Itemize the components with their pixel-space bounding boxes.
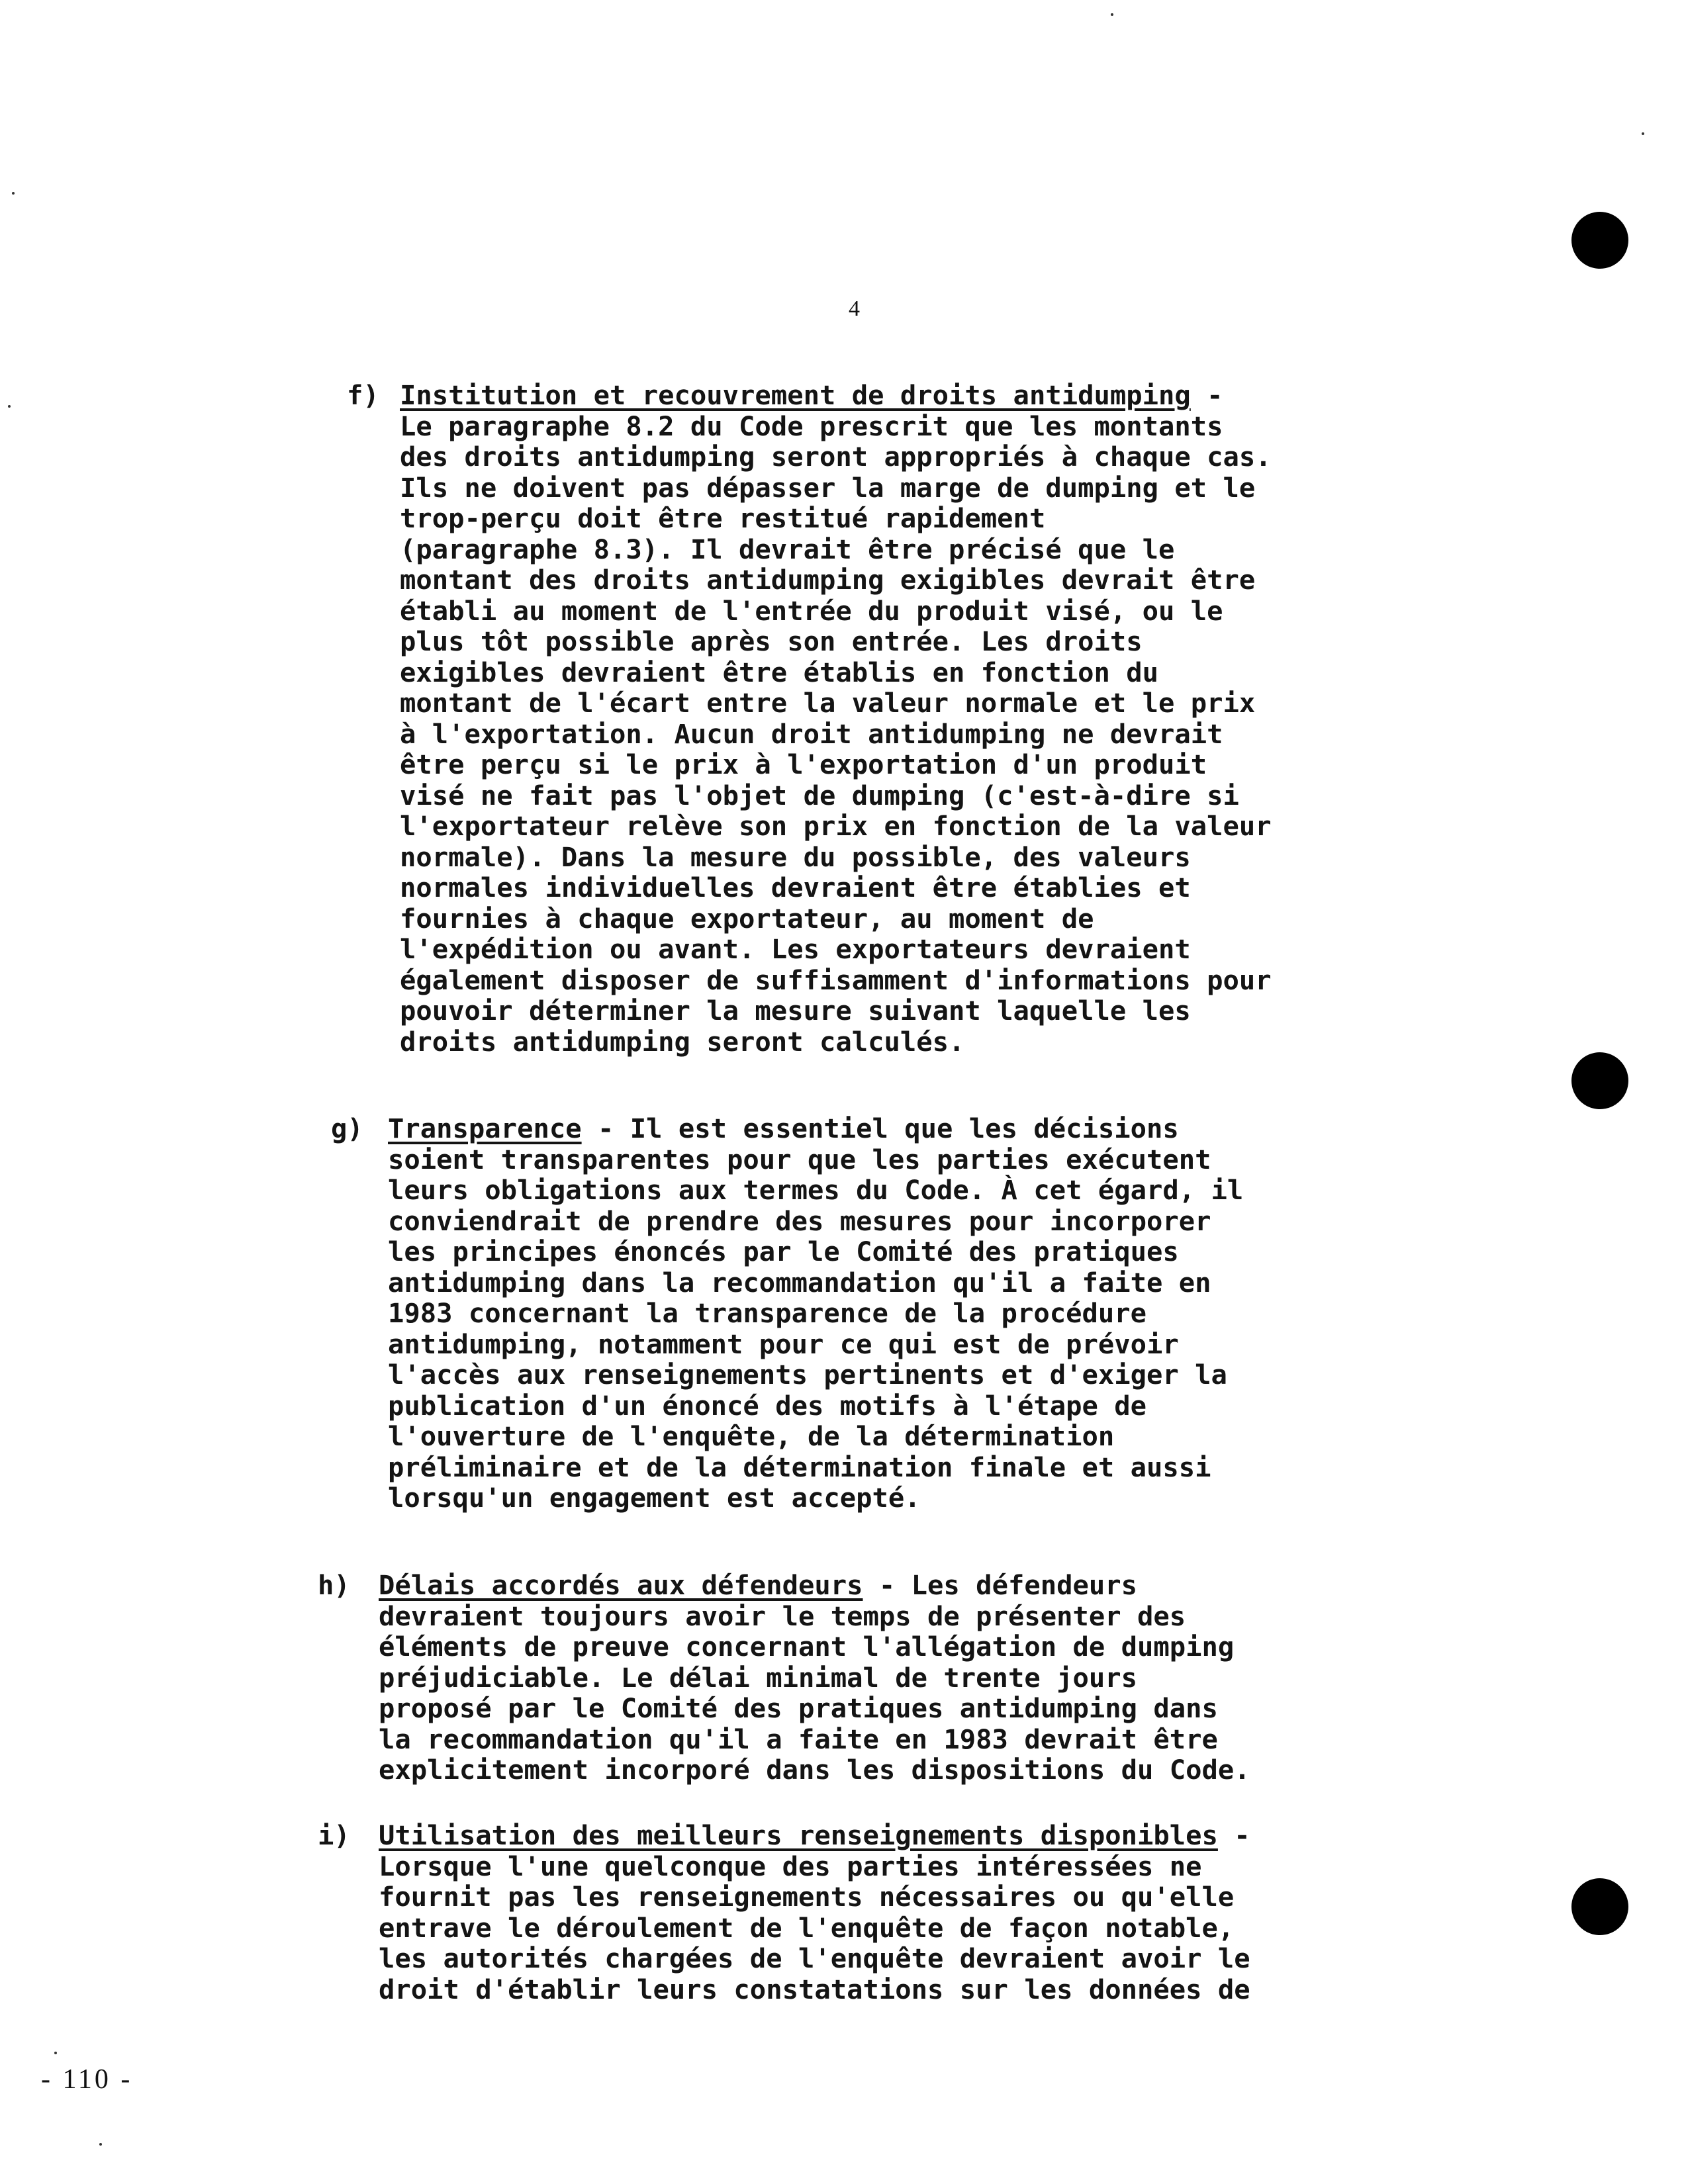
binder-hole-top bbox=[1571, 212, 1628, 269]
section-title: Institution et recouvrement de droits antidumping bbox=[400, 379, 1191, 411]
section-text: - Le paragraphe 8.2 du Code prescrit que les montants des droits antidumping seront appropriés à chaque cas. Ils ne doivent pas dépasser la marge de dumping et le trop-perçu doit être restitué rapidement (paragraphe 8.3). Il devrait être précisé que le montant des droits antidumping exigibles devrait être établi au moment de l'entrée du produit visé, ou le plus tôt possible après son entrée. Les droits exigibles devraient être établis en fonction du montant de l'écart entre la valeur normale et le prix à l'exportation. Aucun droit antidumping ne devrait être perçu si le prix à l'exportation d'un produit visé ne fait pas l'objet de dumping (c'est-à-dire si l'exportateur relève son prix en fonction de la valeur normale). Dans la mesure du possible, des valeurs normales individuelles devraient être établies et fournies à chaque exportateur, au moment de l'expédition ou avant. Les exportateurs devraient également disposer de suffisamment d'informations pour pouvoir déterminer la mesure suivant laquelle les droits antidumping seront calculés. bbox=[400, 379, 1272, 1058]
section-title: Délais accordés aux défendeurs bbox=[379, 1569, 863, 1601]
scan-speck bbox=[12, 192, 15, 195]
section-body bbox=[379, 1570, 1443, 1786]
section-title: Utilisation des meilleurs renseignements disponibles bbox=[379, 1819, 1218, 1851]
section-text: - Les défendeurs devraient toujours avoir le temps de présenter des éléments de preuve concernant l'allégation de dumping préjudiciable. Le délai minimal de trente jours proposé par le Comité des pratiques antidumping dans la recommandation qu'il a faite en 1983 devrait être explicitement incorporé dans les dispositions du Code. bbox=[379, 1569, 1250, 1786]
section-text: - Il est essentiel que les décisions soient transparentes pour que les parties exécutent leurs obligations aux termes du Code. À cet égard, il conviendrait de prendre des mesures pour incorporer les principes énoncés par le Comité des pratiques antidumping dans la recommandation qu'il a faite en 1983 concernant la transparence de la procédure antidumping, notamment pour ce qui est de prévoir l'accès aux renseignements pertinents et d'exiger la publication d'un énoncé des motifs à l'étape de l'ouverture de l'enquête, de la détermination préliminaire et de la détermination finale et aussi lorsqu'un engagement est accepté. bbox=[388, 1113, 1244, 1514]
footer-page-number: - 110 - bbox=[41, 2064, 133, 2095]
page-number: 4 bbox=[849, 296, 860, 321]
scan-speck bbox=[99, 2143, 102, 2146]
section-body bbox=[379, 1820, 1443, 2005]
scan-speck bbox=[54, 2052, 57, 2054]
scan-speck bbox=[1111, 13, 1113, 16]
section-body bbox=[400, 380, 1443, 1057]
section-title: Transparence bbox=[388, 1113, 582, 1144]
binder-hole-bottom bbox=[1571, 1878, 1628, 1935]
scan-speck bbox=[1642, 132, 1644, 135]
section-g bbox=[324, 1113, 1450, 1514]
section-i bbox=[318, 1820, 1443, 2005]
section-h bbox=[318, 1570, 1443, 1786]
section-marker: g) bbox=[331, 1113, 363, 1144]
section-marker: h) bbox=[318, 1569, 350, 1601]
section-body bbox=[388, 1113, 1450, 1514]
binder-hole-middle bbox=[1571, 1052, 1628, 1109]
scan-speck bbox=[8, 405, 11, 408]
section-f bbox=[318, 380, 1443, 1057]
section-marker: i) bbox=[318, 1819, 350, 1851]
section-marker: f) bbox=[347, 379, 379, 411]
section-text: - Lorsque l'une quelconque des parties intéressées ne fournit pas les renseignements nécessaires ou qu'elle entrave le déroulement de l'enquête de façon notable, les autorités chargées de l'enquête devraient avoir le droit d'établir leurs constatations sur les données de bbox=[379, 1819, 1250, 2005]
